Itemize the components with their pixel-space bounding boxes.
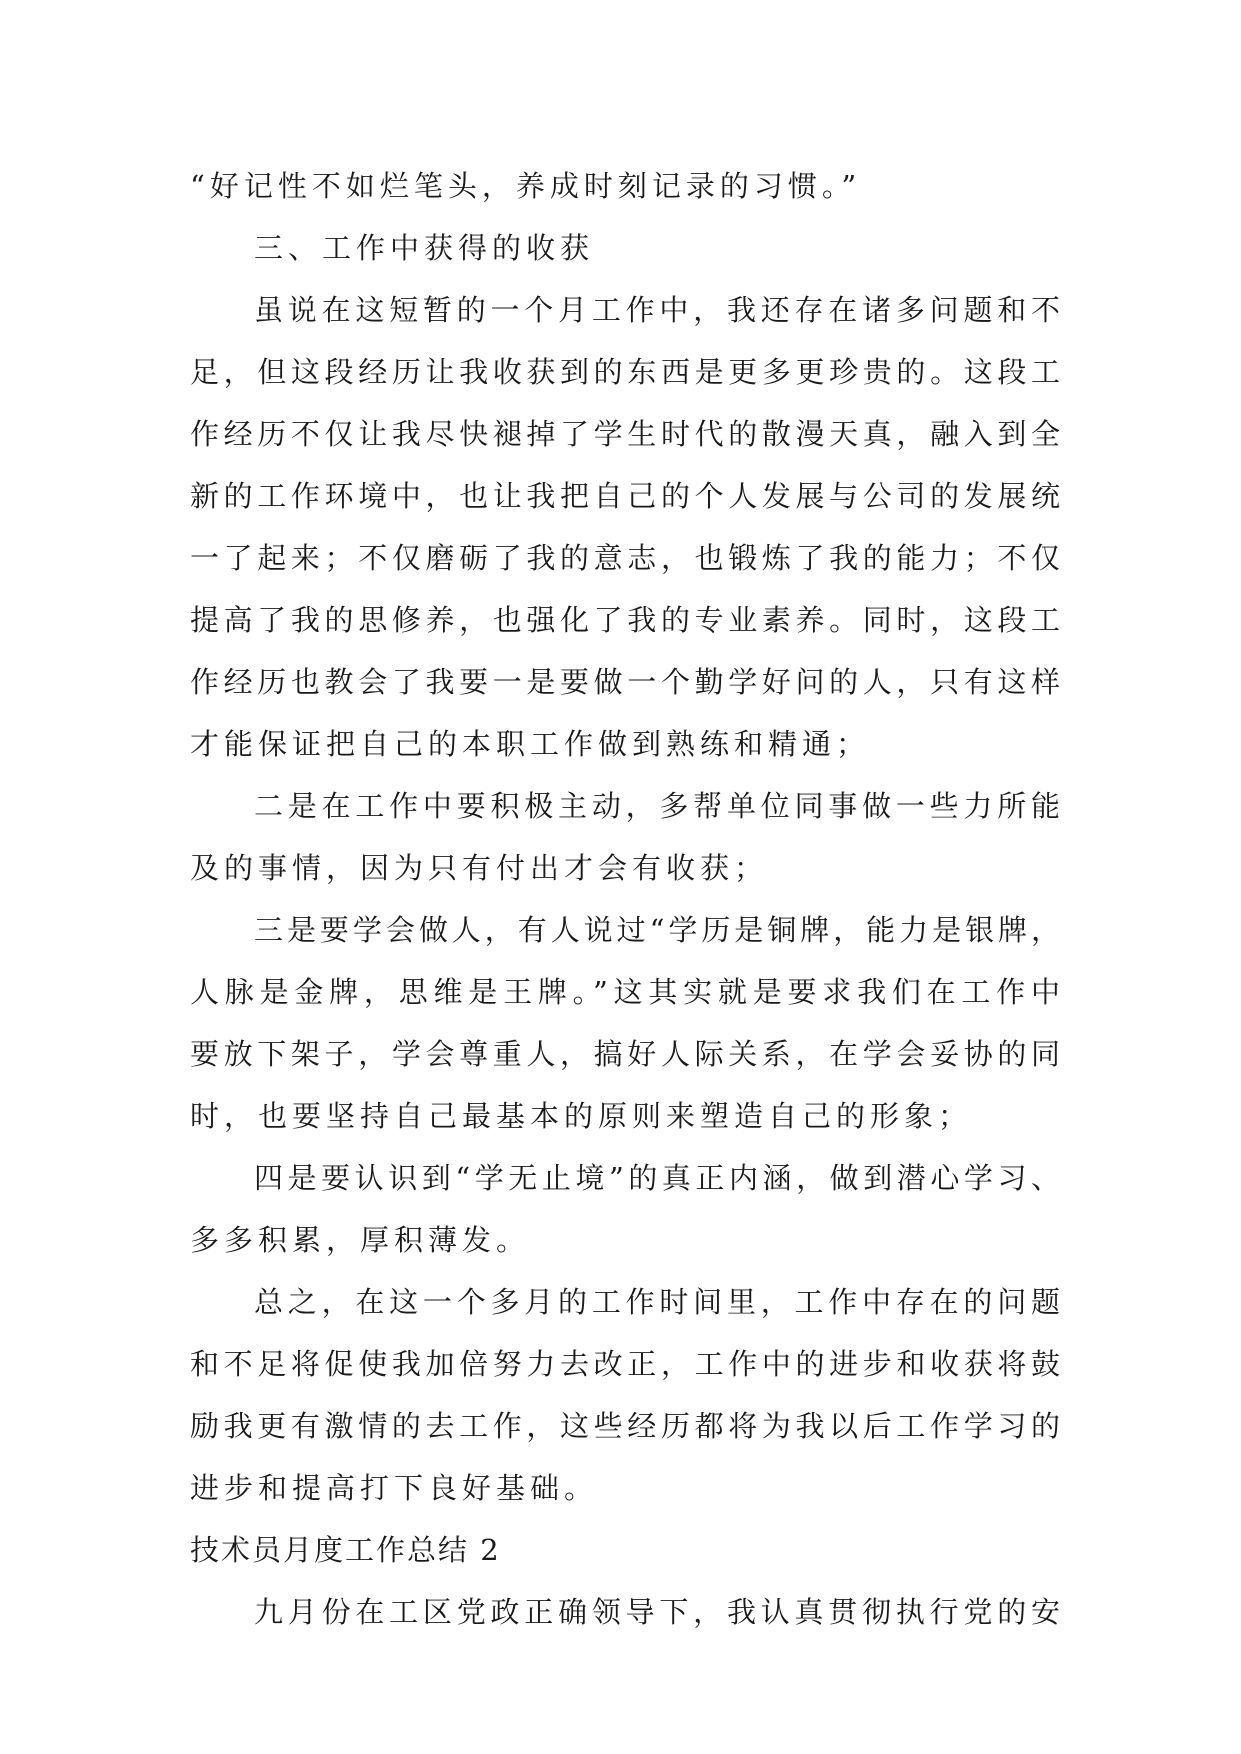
- text-line: “好记性不如烂笔头，养成时刻记录的习惯。”: [190, 169, 862, 203]
- text-line: 时，也要坚持自己最基本的原则来塑造自己的形象；: [190, 1099, 973, 1133]
- text-line: 励我更有激情的去工作，这些经历都将为我以后工作学习的: [190, 1409, 1060, 1443]
- text-line: 才能保证把自己的本职工作做到熟练和精通；: [190, 727, 871, 761]
- text-line: 进步和提高打下良好基础。: [190, 1471, 599, 1505]
- text-line: 一了起来；不仅磨砺了我的意志，也锻炼了我的能力；不仅: [190, 541, 1060, 575]
- text-line: 新的工作环境中，也让我把自己的个人发展与公司的发展统: [190, 479, 1060, 513]
- text-line: 九月份在工区党政正确领导下，我认真贯彻执行党的安: [254, 1595, 1060, 1629]
- text-line: 四是要认识到“学无止境”的真正内涵，做到潜心学习、: [254, 1161, 1060, 1195]
- text-line: 和不足将促使我加倍努力去改正，工作中的进步和收获将鼓: [190, 1347, 1060, 1381]
- text-line: 虽说在这短暂的一个月工作中，我还存在诸多问题和不: [254, 293, 1060, 327]
- text-line: 提高了我的思修养，也强化了我的专业素养。同时，这段工: [190, 603, 1060, 637]
- text-line: 要放下架子，学会尊重人，搞好人际关系，在学会妥协的同: [190, 1037, 1060, 1071]
- text-line: 及的事情，因为只有付出才会有收获；: [190, 851, 769, 885]
- text-line: 作经历不仅让我尽快褪掉了学生时代的散漫天真，融入到全: [190, 417, 1060, 451]
- section-heading: 三、工作中获得的收获: [254, 231, 595, 265]
- text-line: 作经历也教会了我要一是要做一个勤学好问的人，只有这样: [190, 665, 1060, 699]
- text-line: 人脉是金牌，思维是王牌。”这其实就是要求我们在工作中: [190, 975, 1060, 1009]
- text-line: 三是要学会做人，有人说过“学历是铜牌，能力是银牌，: [254, 913, 1060, 947]
- text-line: 总之，在这一个多月的工作时间里，工作中存在的问题: [254, 1285, 1060, 1319]
- document-body: [190, 155, 1060, 1643]
- document-title: 技术员月度工作总结 2: [190, 1533, 501, 1567]
- text-line: 二是在工作中要积极主动，多帮单位同事做一些力所能: [254, 789, 1060, 823]
- text-line: 足，但这段经历让我收获到的东西是更多更珍贵的。这段工: [190, 355, 1060, 389]
- text-line: 多多积累，厚积薄发。: [190, 1223, 531, 1257]
